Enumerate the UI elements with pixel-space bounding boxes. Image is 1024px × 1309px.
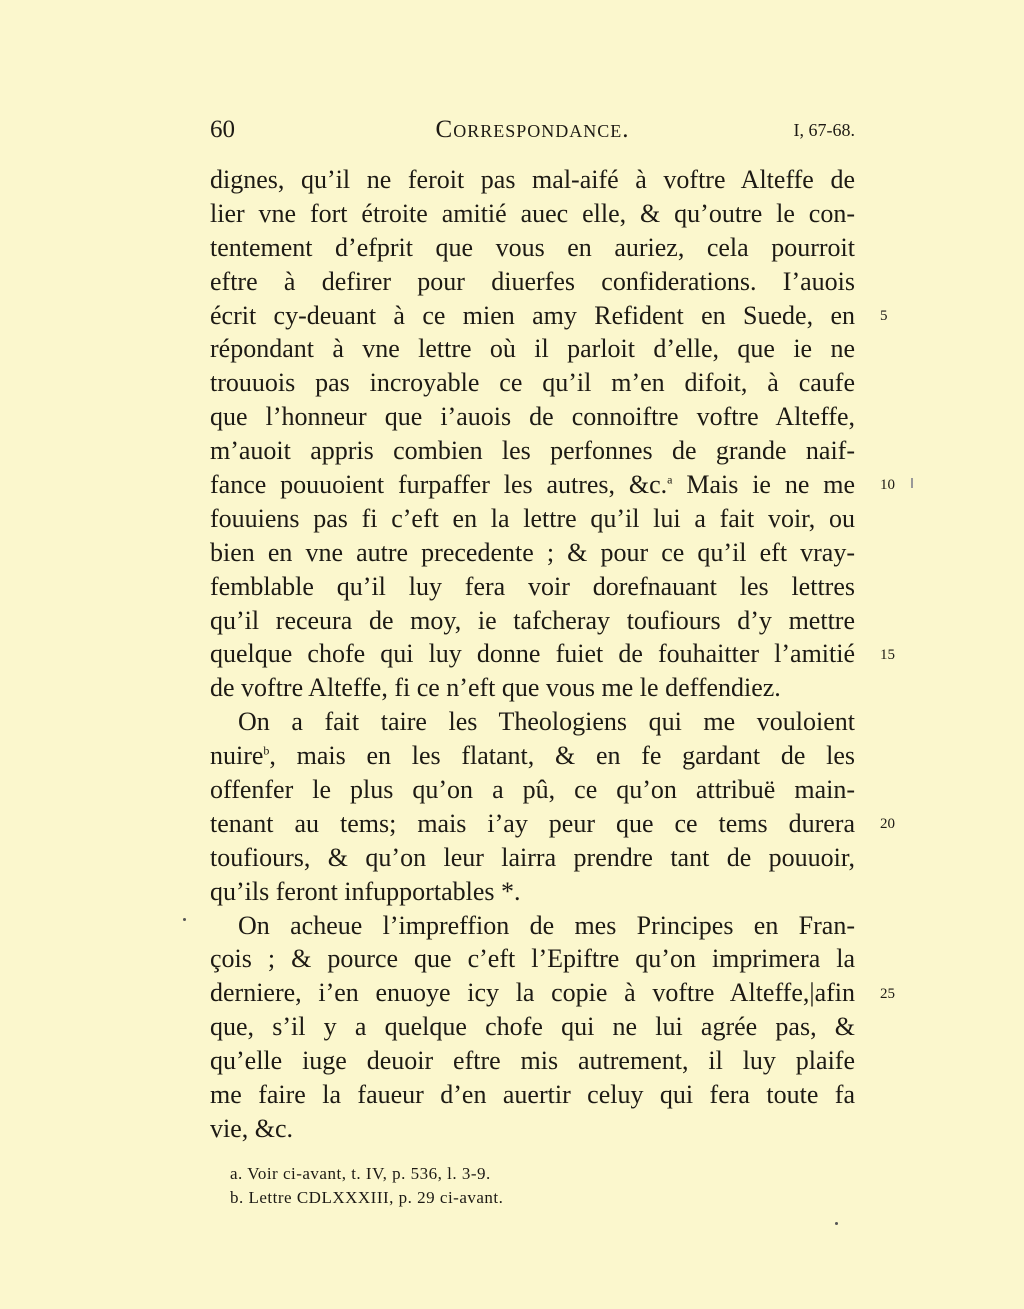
- text-line: [210, 299, 855, 333]
- running-header: [210, 116, 855, 150]
- line-text: On a fait taire les Theologiens qui me vouloient: [238, 707, 855, 737]
- text-line: [210, 400, 855, 434]
- margin-line-number: 25: [880, 985, 895, 1002]
- text-line: [210, 332, 855, 366]
- footnote-marker: b: [263, 743, 270, 758]
- margin-dot: [183, 918, 186, 921]
- text-line: [210, 976, 855, 1010]
- line-text: eftre à defirer pour diuerfes confiderations. I’auois: [210, 266, 855, 296]
- text-line: [210, 434, 855, 468]
- margin-line-number: 10: [880, 477, 895, 494]
- line-text: quelque chofe qui luy donne fuiet de fouhaitter l’amitié: [210, 639, 855, 669]
- text-line: [210, 1044, 855, 1078]
- text-line: [210, 265, 855, 299]
- line-text: de voftre Alteffe, fi ce n’eft que vous me le deffendiez.: [210, 673, 781, 703]
- line-text: lier vne fort étroite amitié auec elle, & qu’outre le con-: [210, 198, 855, 228]
- text-line: [210, 637, 855, 671]
- text-line: [210, 773, 855, 807]
- footnote: b. Lettre CDLXXXIII, p. 29 ci-avant.: [230, 1188, 504, 1207]
- line-text: fouuiens pas fi c’eft en la lettre qu’il lui a fait voir, ou: [210, 503, 855, 533]
- text-line: [210, 671, 855, 705]
- line-text: çois ; & pource que c’eft l’Epiftre qu’on imprimera la: [210, 944, 855, 974]
- line-text: dignes, qu’il ne feroit pas mal-aifé à voftre Alteffe de: [210, 165, 855, 194]
- line-text: me faire la faueur d’en auertir celuy qui fera toute fa: [210, 1080, 855, 1110]
- line-text: que, s’il y a quelque chofe qui ne lui agrée pas, &: [210, 1012, 855, 1042]
- line-text: écrit cy-deuant à ce mien amy Refident en Suede, en: [210, 300, 855, 330]
- line-text: On acheue l’impreffion de mes Principes en Fran-: [238, 910, 855, 940]
- text-line: [210, 468, 855, 502]
- text-line: [210, 536, 855, 570]
- line-text: femblable qu’il luy fera voir dorefnauant les lettres: [210, 571, 855, 601]
- line-text: qu’elle iuge deuoir eftre mis autrement, il luy plaife: [210, 1046, 855, 1076]
- line-text: trouuois pas incroyable ce qu’il m’en difoit, à caufe: [210, 368, 855, 398]
- margin-line-number: 20: [880, 816, 895, 833]
- line-text: offenfer le plus qu’on a pû, ce qu’on attribuë main-: [210, 775, 855, 805]
- text-line: [210, 1112, 855, 1146]
- text-line: [210, 163, 855, 197]
- text-line: [210, 1078, 855, 1112]
- text-line: [210, 739, 855, 773]
- text-line: [210, 705, 855, 739]
- line-text: m’auoit appris combien les perfonnes de grande naif-: [210, 436, 855, 466]
- line-text: qu’il receura de moy, ie tafcheray toufiours d’y mettre: [210, 605, 855, 635]
- text-line: [210, 1010, 855, 1044]
- line-text: fance pouuoient furpaffer les autres, &c.: [210, 470, 668, 500]
- page-number: 60: [210, 116, 235, 143]
- text-line: [210, 502, 855, 536]
- text-line: [210, 807, 855, 841]
- line-text: nuire: [210, 741, 264, 771]
- line-text: bien en vne autre precedente ; & pour ce qu’il eft vray-: [210, 537, 855, 567]
- footnote-marker: a: [667, 472, 673, 487]
- running-title: Correspondance.: [435, 116, 630, 143]
- line-text: tentement d’efprit que vous en auriez, cela pourroit: [210, 232, 855, 262]
- text-line: [210, 841, 855, 875]
- margin-line-number: 15: [880, 646, 895, 663]
- line-text: répondant à vne lettre où il parloit d’elle, que ie ne: [210, 334, 855, 364]
- letter-reference: I, 67-68.: [793, 120, 855, 140]
- text-line: [210, 231, 855, 265]
- text-line: [210, 366, 855, 400]
- text-line: [210, 875, 855, 909]
- line-text: que l’honneur que i’auois de connoiftre voftre Alteffe,: [210, 402, 855, 432]
- line-text: derniere, i’en enuoye icy la copie à voftre Alteffe,|afin: [210, 978, 855, 1008]
- line-text: vie, &c.: [210, 1113, 294, 1143]
- margin-line-number: 5: [880, 307, 888, 324]
- text-line: [210, 604, 855, 638]
- line-text: tenant au tems; mais i’ay peur que ce tems durera: [210, 808, 855, 838]
- margin-mark: [911, 478, 913, 488]
- text-line: [210, 197, 855, 231]
- line-text: toufiours, & qu’on leur lairra prendre tant de pouuoir,: [210, 842, 855, 872]
- body-text: [210, 163, 855, 1146]
- text-line: [210, 942, 855, 976]
- line-text-tail: Mais ie ne me: [672, 470, 855, 500]
- text-line: [210, 570, 855, 604]
- line-text-tail: , mais en les flatant, & en fe gardant de les: [269, 741, 855, 771]
- footnote: a. Voir ci-avant, t. IV, p. 536, l. 3-9.: [230, 1164, 491, 1183]
- text-line: [210, 909, 855, 943]
- line-text: qu’ils feront infupportables *.: [210, 876, 521, 906]
- margin-dot: [835, 1222, 838, 1225]
